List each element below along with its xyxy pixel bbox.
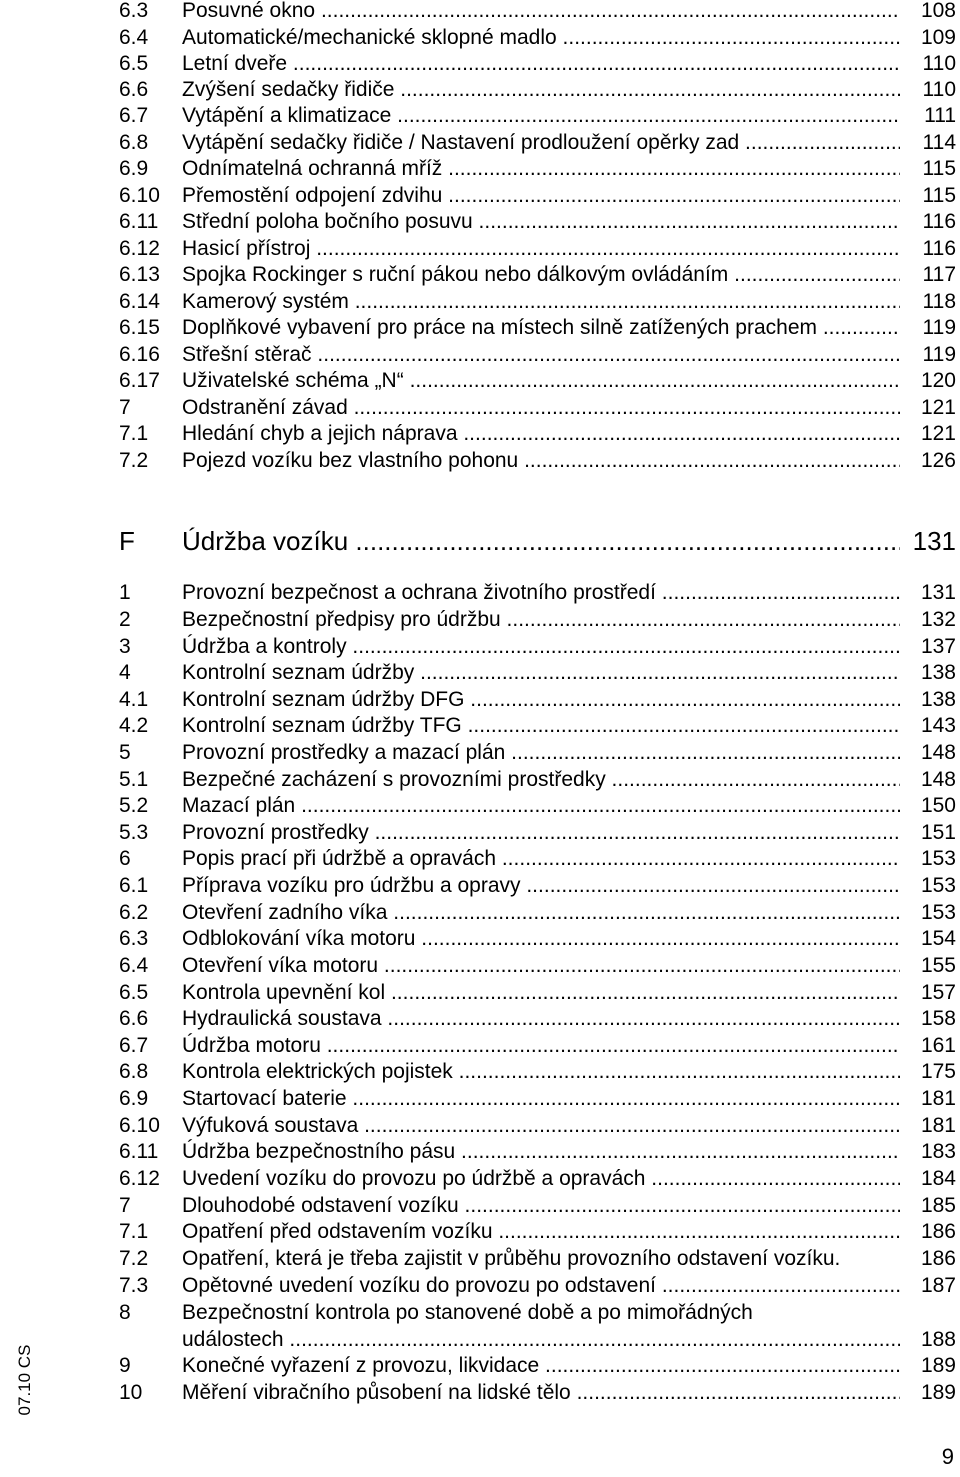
toc-entry-title: Provozní prostředky a mazací plán .....	[182, 740, 900, 766]
toc-entry-number: 6.17	[119, 369, 160, 392]
toc-entry-number: 6.1	[119, 874, 149, 897]
toc-entry-page: 121	[920, 396, 956, 419]
toc-entry-title: Startovací baterie .....	[182, 1086, 900, 1112]
toc-entry-page: 153	[920, 847, 956, 870]
toc-entry-title: Letní dveře .....	[182, 51, 900, 77]
toc-entry-number: 6.12	[119, 237, 160, 260]
toc-entry-number: 4.1	[119, 688, 149, 711]
toc-entry-title: Popis prací při údržbě a opravách .....	[182, 846, 900, 872]
toc-entry[interactable]	[0, 1166, 960, 1192]
toc-entry[interactable]	[0, 289, 960, 315]
toc-entry-page: 183	[920, 1140, 956, 1163]
toc-entry[interactable]	[0, 953, 960, 979]
toc-entry-number: 6.9	[119, 157, 149, 180]
toc-entry-page: 184	[920, 1167, 956, 1190]
toc-entry-number: 6.13	[119, 263, 160, 286]
toc-entry[interactable]	[0, 51, 960, 77]
toc-entry[interactable]	[0, 103, 960, 129]
toc-entry-number: 6.9	[119, 1087, 149, 1110]
toc-entry-page: 151	[920, 821, 956, 844]
toc-entry-title: Automatické/mechanické sklopné madlo .....	[182, 25, 900, 51]
toc-entry[interactable]	[0, 873, 960, 899]
toc-entry[interactable]	[0, 1033, 960, 1059]
toc-entry-title: Hledání chyb a jejich náprava .....	[182, 421, 900, 447]
toc-entry-title: Provozní bezpečnost a ochrana životního prostředí .....	[182, 580, 900, 606]
toc-entry-number: 4.2	[119, 714, 149, 737]
toc-entry-number: 7	[119, 1194, 131, 1217]
toc-entry-title: Údržba a kontroly .....	[182, 634, 900, 660]
toc-entry-continuation[interactable]	[0, 1327, 960, 1353]
toc-entry-page: 175	[920, 1060, 956, 1083]
toc-entry[interactable]	[0, 846, 960, 872]
toc-entry-page: 110	[922, 78, 956, 101]
toc-entry-page: 148	[920, 741, 956, 764]
toc-entry-title: Bezpečnostní předpisy pro údržbu .....	[182, 607, 900, 633]
toc-entry-page: 158	[920, 1007, 956, 1030]
toc-entry[interactable]	[0, 1300, 960, 1326]
toc-entry-number: 6.4	[119, 26, 149, 49]
toc-entry-page: 153	[920, 901, 956, 924]
toc-entry-title: Konečné vyřazení z provozu, likvidace .....	[182, 1353, 900, 1379]
toc-entry-number: 5.3	[119, 821, 149, 844]
toc-entry-page: 181	[920, 1114, 956, 1137]
toc-entry-title: Vytápění a klimatizace .....	[182, 103, 900, 129]
page-number: 9	[941, 1444, 954, 1469]
toc-entry-title: Vytápění sedačky řidiče / Nastavení prodloužení opěrky zad .....	[182, 130, 900, 156]
toc-entry[interactable]	[0, 77, 960, 103]
toc-entry-title: Kontrola elektrických pojistek .....	[182, 1059, 900, 1085]
document-version-code: 07.10 CS	[15, 1344, 34, 1416]
toc-entry-page: 157	[920, 981, 956, 1004]
toc-chapter-heading[interactable]	[0, 524, 960, 558]
toc-entry-page: 153	[920, 874, 956, 897]
toc-entry-page: 155	[920, 954, 956, 977]
chapter-letter: F	[119, 526, 135, 556]
toc-entry-page: 185	[920, 1194, 956, 1217]
toc-entry-title: Kontrolní seznam údržby .....	[182, 660, 900, 686]
toc-entry[interactable]	[0, 448, 960, 474]
toc-entry-title: Otevření zadního víka .....	[182, 900, 900, 926]
toc-entry-title: Bezpečnostní kontrola po stanovené době a po mimořádných	[182, 1301, 753, 1324]
toc-entry[interactable]	[0, 236, 960, 262]
toc-entry[interactable]	[0, 1273, 960, 1299]
toc-entry-page: 138	[920, 661, 956, 684]
toc-entry[interactable]	[0, 1086, 960, 1112]
toc-entry[interactable]	[0, 1193, 960, 1219]
toc-entry-title: Údržba bezpečnostního pásu .....	[182, 1139, 900, 1165]
toc-entry[interactable]	[0, 1380, 960, 1406]
toc-entry-title: Uvedení vozíku do provozu po údržbě a opravách .....	[182, 1166, 900, 1192]
toc-entry-title: Údržba motoru .....	[182, 1033, 900, 1059]
toc-entry-number: 6	[119, 847, 131, 870]
toc-entry[interactable]	[0, 262, 960, 288]
toc-entry-page: 187	[920, 1274, 956, 1297]
toc-entry-page: 109	[920, 26, 956, 49]
toc-entry-title: Otevření víka motoru .....	[182, 953, 900, 979]
toc-entry[interactable]	[0, 342, 960, 368]
toc-entry-title: Provozní prostředky .....	[182, 820, 900, 846]
toc-entry-number: 6.5	[119, 52, 149, 75]
toc-entry-title: Opětovné uvedení vozíku do provozu po odstavení .....	[182, 1273, 900, 1299]
toc-entry-page: 119	[922, 316, 956, 339]
toc-entry-number: 9	[119, 1354, 131, 1377]
toc-entry-page: 189	[920, 1354, 956, 1377]
toc-entry-number: 7.1	[119, 422, 149, 445]
toc-entry[interactable]	[0, 634, 960, 660]
toc-entry-page: 189	[920, 1381, 956, 1404]
toc-entry-title: Odblokování víka motoru .....	[182, 926, 900, 952]
toc-entry-page: 108	[920, 0, 956, 22]
toc-entry-page: 132	[920, 608, 956, 631]
toc-entry-title: Střešní stěrač .....	[182, 342, 900, 368]
toc-entry-number: 2	[119, 608, 131, 631]
toc-entry-title: Pojezd vozíku bez vlastního pohonu .....	[182, 448, 900, 474]
toc-entry-number: 7.3	[119, 1274, 149, 1297]
toc-entry-title: Kontrolní seznam údržby TFG .....	[182, 713, 900, 739]
toc-entry-page: 131	[920, 581, 956, 604]
toc-entry-page: 138	[920, 688, 956, 711]
toc-entry-number: 6.10	[119, 1114, 160, 1137]
toc-entry-page: 154	[920, 927, 956, 950]
toc-entry-number: 6.3	[119, 0, 149, 22]
toc-entry-page: 116	[922, 237, 956, 260]
toc-entry-title: Příprava vozíku pro údržbu a opravy .....	[182, 873, 900, 899]
toc-entry-number: 6.2	[119, 901, 149, 924]
chapter-title: Údržba vozíku .....	[182, 524, 900, 558]
toc-entry-number: 6.14	[119, 290, 160, 313]
toc-entry-page: 121	[920, 422, 956, 445]
toc-entry-page: 120	[920, 369, 956, 392]
toc-entry[interactable]	[0, 156, 960, 182]
toc-entry-title: Měření vibračního působení na lidské tělo .....	[182, 1380, 900, 1406]
toc-entry-number: 10	[119, 1381, 143, 1404]
toc-entry-number: 6.11	[119, 1140, 159, 1163]
toc-entry-number: 5.1	[119, 768, 149, 791]
toc-entry-title: Bezpečné zacházení s provozními prostředky .....	[182, 767, 900, 793]
toc-entry-number: 6.12	[119, 1167, 160, 1190]
toc-entry[interactable]	[0, 926, 960, 952]
toc-entry-page: 188	[920, 1328, 956, 1351]
toc-entry-page: 137	[920, 635, 956, 658]
toc-entry-page: 116	[922, 210, 956, 233]
toc-entry-page: 150	[920, 794, 956, 817]
toc-entry-title: Výfuková soustava .....	[182, 1113, 900, 1139]
toc-entry-title: událostech .....	[182, 1327, 900, 1353]
toc-entry-title: Doplňkové vybavení pro práce na místech silně zatížených prachem .....	[182, 315, 900, 341]
toc-entry[interactable]	[0, 713, 960, 739]
toc-entry-number: 6.4	[119, 954, 149, 977]
toc-entry[interactable]	[0, 1006, 960, 1032]
toc-entry-page: 186	[920, 1247, 956, 1270]
toc-entry-page: 126	[920, 449, 956, 472]
toc-entry[interactable]	[0, 767, 960, 793]
toc-entry-title: Opatření před odstavením vozíku .....	[182, 1219, 900, 1245]
toc-entry-page: 181	[920, 1087, 956, 1110]
toc-entry[interactable]	[0, 1219, 960, 1245]
toc-entry-number: 6.16	[119, 343, 160, 366]
toc-entry-title: Kamerový systém .....	[182, 289, 900, 315]
toc-entry-number: 6.15	[119, 316, 160, 339]
toc-entry-number: 1	[119, 581, 131, 604]
toc-entry-page: 115	[922, 184, 956, 207]
toc-entry-number: 7.2	[119, 449, 149, 472]
toc-entry-page: 117	[922, 263, 956, 286]
toc-entry[interactable]	[0, 130, 960, 156]
toc-entry[interactable]	[0, 793, 960, 819]
toc-entry-title: Hydraulická soustava .....	[182, 1006, 900, 1032]
toc-entry-title: Opatření, která je třeba zajistit v průběhu provozního odstavení vozíku.	[182, 1247, 841, 1270]
toc-entry[interactable]	[0, 900, 960, 926]
toc-entry[interactable]	[0, 1139, 960, 1165]
toc-entry[interactable]	[0, 660, 960, 686]
toc-entry-title: Přemostění odpojení zdvihu .....	[182, 183, 900, 209]
toc-entry-title: Dlouhodobé odstavení vozíku .....	[182, 1193, 900, 1219]
toc-entry-number: 6.7	[119, 104, 149, 127]
toc-entry-page: 111	[924, 104, 956, 127]
toc-entry-number: 6.6	[119, 78, 149, 101]
toc-entry-title: Mazací plán .....	[182, 793, 900, 819]
toc-entry-title: Kontrola upevnění kol .....	[182, 980, 900, 1006]
toc-entry-page: 114	[922, 131, 956, 154]
toc-entry-number: 6.8	[119, 131, 149, 154]
toc-entry[interactable]	[0, 25, 960, 51]
toc-entry[interactable]	[0, 0, 960, 24]
toc-entry-number: 6.11	[119, 210, 159, 233]
toc-entry[interactable]	[0, 607, 960, 633]
toc-entry[interactable]	[0, 740, 960, 766]
toc-entry-title: Zvýšení sedačky řidiče .....	[182, 77, 900, 103]
toc-entry-number: 5	[119, 741, 131, 764]
toc-entry[interactable]	[0, 368, 960, 394]
toc-entry[interactable]	[0, 687, 960, 713]
toc-entry-page: 148	[920, 768, 956, 791]
toc-entry[interactable]	[0, 315, 960, 341]
toc-entry-page: 119	[922, 343, 956, 366]
toc-entry-title: Kontrolní seznam údržby DFG .....	[182, 687, 900, 713]
toc-entry-number: 6.7	[119, 1034, 149, 1057]
toc-entry[interactable]	[0, 183, 960, 209]
toc-entry-title: Uživatelské schéma „N“ .....	[182, 368, 900, 394]
toc-entry-number: 7.1	[119, 1220, 149, 1243]
toc-entry[interactable]	[0, 421, 960, 447]
toc-entry[interactable]	[0, 820, 960, 846]
toc-entry-number: 3	[119, 635, 131, 658]
toc-entry[interactable]	[0, 209, 960, 235]
toc-entry-page: 118	[922, 290, 956, 313]
toc-entry-number: 7	[119, 396, 131, 419]
toc-entry-number: 6.10	[119, 184, 160, 207]
toc-entry-title: Odnímatelná ochranná mříž .....	[182, 156, 900, 182]
toc-entry-number: 5.2	[119, 794, 149, 817]
toc-entry-number: 7.2	[119, 1247, 149, 1270]
toc-entry-title: Střední poloha bočního posuvu .....	[182, 209, 900, 235]
toc-entry-title: Spojka Rockinger s ruční pákou nebo dálkovým ovládáním .....	[182, 262, 900, 288]
toc-entry[interactable]	[0, 580, 960, 606]
toc-entry-number: 6.3	[119, 927, 149, 950]
toc-entry[interactable]	[0, 1246, 960, 1272]
toc-entry[interactable]	[0, 1353, 960, 1379]
toc-entry-page: 186	[920, 1220, 956, 1243]
toc-entry[interactable]	[0, 395, 960, 421]
chapter-page: 131	[912, 526, 956, 556]
toc-entry-number: 6.5	[119, 981, 149, 1004]
toc-entry-number: 8	[119, 1301, 131, 1324]
toc-entry-page: 143	[920, 714, 956, 737]
toc-entry[interactable]	[0, 1059, 960, 1085]
toc-entry-page: 110	[922, 52, 956, 75]
toc-entry[interactable]	[0, 1113, 960, 1139]
toc-entry-number: 4	[119, 661, 131, 684]
toc-entry-number: 6.6	[119, 1007, 149, 1030]
toc-entry-title: Posuvné okno .....	[182, 0, 900, 24]
toc-entry-title: Hasicí přístroj .....	[182, 236, 900, 262]
toc-entry-title: Odstranění závad .....	[182, 395, 900, 421]
toc-entry-page: 161	[920, 1034, 956, 1057]
toc-entry-page: 115	[922, 157, 956, 180]
toc-entry[interactable]	[0, 980, 960, 1006]
toc-entry-number: 6.8	[119, 1060, 149, 1083]
